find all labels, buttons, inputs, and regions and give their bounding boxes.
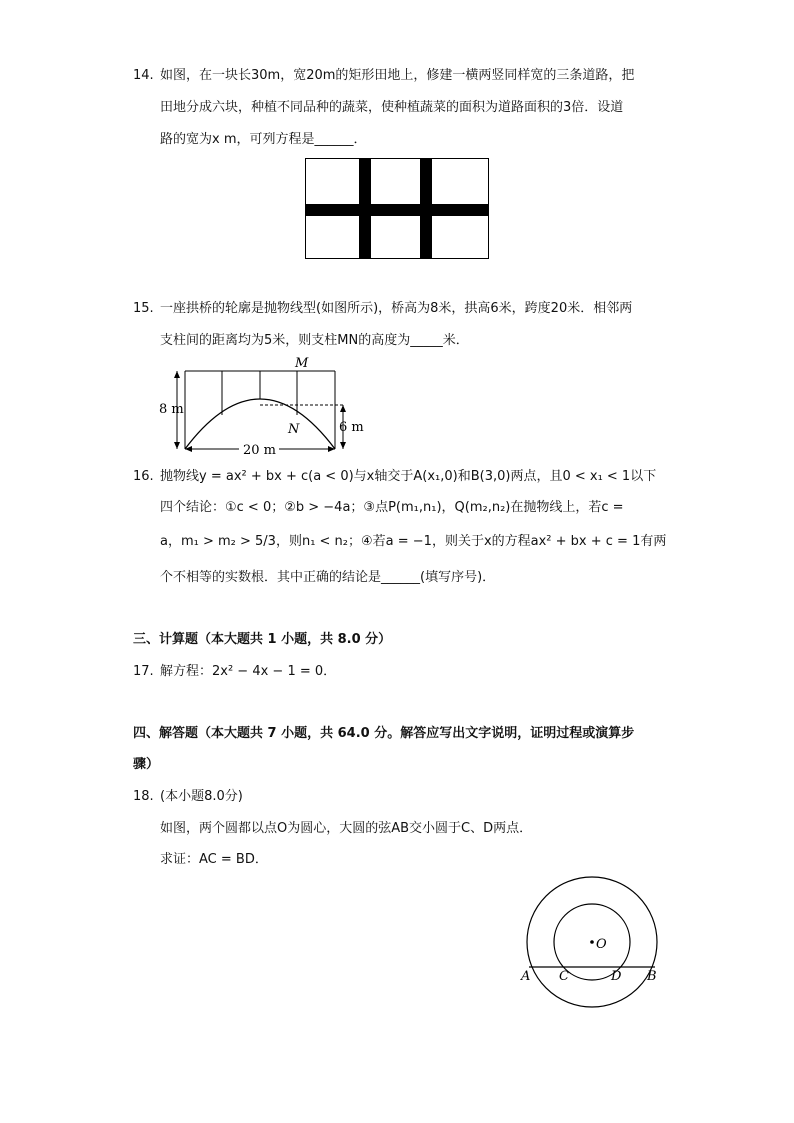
- dim-8m-arrow-bottom: [174, 442, 180, 449]
- parabola-arch: [185, 399, 335, 449]
- q18-text-line2: 求证：AC = BD．: [160, 852, 268, 867]
- q18-score: (本小题8.0分): [160, 789, 243, 804]
- q18-number: 18.: [133, 789, 154, 804]
- q16-text-line2: 四个结论：①c < 0；②b > −4a；③点P(m₁,n₁)，Q(m₂,n₂)在抛物线上，若c =: [160, 500, 624, 515]
- q15-number: 15.: [133, 301, 154, 316]
- dim-8m-arrow-top: [174, 371, 180, 378]
- section4-title-line2: 骤）: [133, 757, 160, 772]
- label-M: M: [295, 356, 309, 371]
- q16-text-line1: 抛物线y = ax² + bx + c(a < 0)与x轴交于A(x₁,0)和B(3,0)两点，且0 < x₁ < 1以下: [160, 469, 657, 484]
- q18-text-line1: 如图，两个圆都以点O为圆心，大圆的弦AB交小圆于C、D两点．: [160, 821, 533, 836]
- q15-text-line1: 一座拱桥的轮廓是抛物线型(如图所示)，桥高为8米，拱高6米，跨度20米．相邻两: [160, 301, 633, 316]
- label-B: B: [647, 969, 657, 984]
- dim-6m-arrow-top: [340, 405, 346, 412]
- road-vertical-left: [359, 159, 371, 259]
- q14-text-line2: 田地分成六块，种植不同品种的蔬菜，使种植蔬菜的面积为道路面积的3倍．设道: [160, 100, 624, 115]
- label-N: N: [288, 422, 300, 437]
- dim-6m-arrow-bottom: [340, 442, 346, 449]
- label-D: D: [611, 969, 622, 984]
- q15-text-line2: 支柱间的距离均为5米，则支柱MN的高度为_____米．: [160, 333, 469, 348]
- label-O: O: [596, 937, 607, 952]
- section4-title-line1: 四、解答题（本大题共 7 小题，共 64.0 分。解答应写出文字说明，证明过程或演算步: [133, 726, 635, 741]
- section3-title: 三、计算题（本大题共 1 小题，共 8.0 分）: [133, 632, 392, 647]
- label-A: A: [521, 969, 531, 984]
- q18-concentric-circles-figure: [515, 875, 665, 1010]
- q14-field-figure: [305, 158, 490, 260]
- center-point-O: [590, 940, 594, 944]
- label-6m: 6 m: [339, 420, 364, 435]
- q17-number: 17.: [133, 664, 154, 679]
- label-20m: 20 m: [243, 443, 277, 458]
- q16-number: 16.: [133, 469, 154, 484]
- q14-text-line1: 如图，在一块长30m，宽20m的矩形田地上，修建一横两竖同样宽的三条道路，把: [160, 68, 635, 83]
- q14-text-line3: 路的宽为x m，可列方程是______．: [160, 132, 367, 147]
- q16-text-line4: 个不相等的实数根．其中正确的结论是______(填写序号)．: [160, 570, 496, 585]
- label-C: C: [559, 969, 569, 984]
- q17-text: 解方程：2x² − 4x − 1 = 0．: [160, 664, 337, 679]
- road-horizontal: [306, 204, 489, 216]
- road-vertical-right: [420, 159, 432, 259]
- label-8m: 8 m: [159, 402, 184, 417]
- q15-bridge-figure: [155, 355, 375, 460]
- q16-text-line3: a，m₁ > m₂ > 5/3，则n₁ < n₂；④若a = −1，则关于x的方程ax² + bx + c = 1有两: [160, 534, 667, 549]
- q14-number: 14.: [133, 68, 154, 83]
